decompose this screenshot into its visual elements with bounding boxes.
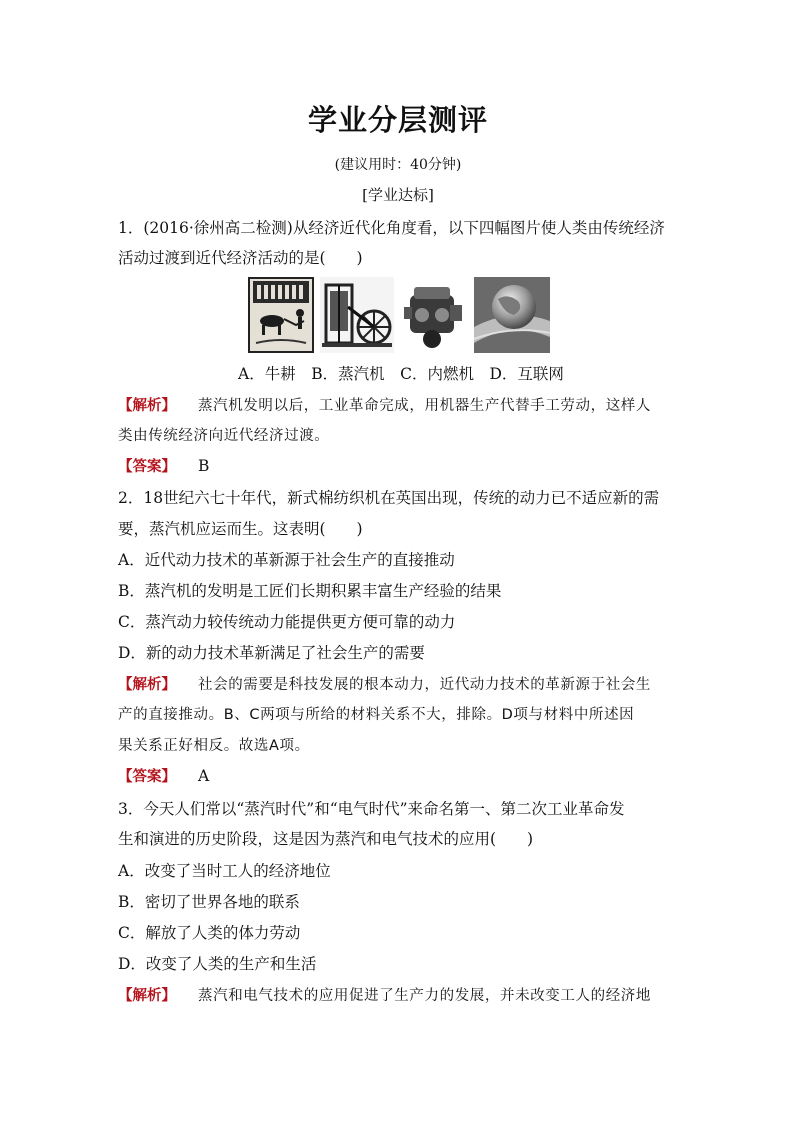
q3-stem-line2: 生和演进的历史阶段，这是因为蒸汽和电气技术的应用( ) [118,830,534,848]
q1-explanation-line2: 类由传统经济向近代经济过渡。 [118,428,330,444]
ox-plowing-image [248,277,314,353]
q3-option-c: C．解放了人类的体力劳动 [118,924,301,942]
q1-explanation-line1: 【解析】 蒸汽机发明以后，工业革命完成，用机器生产代替手工劳动，这样人 [118,398,651,414]
q1-stem-line1: 1．(2016·徐州高二检测)从经济近代化角度看，以下四幅图片使人类由传统经济 [118,219,665,237]
q3-explanation-line1: 【解析】 蒸汽和电气技术的应用促进了生产力的发展，并未改变工人的经济地 [118,988,651,1004]
q2-option-c: C．蒸汽动力较传统动力能提供更方便可靠的动力 [118,613,456,631]
q1-image-captions: A．牛耕 B．蒸汽机 C．内燃机 D．互联网 [238,365,564,383]
q2-option-a: A．近代动力技术的革新源于社会生产的直接推动 [118,551,455,569]
q2-explanation-line2: 产的直接推动。B、C两项与所给的材料关系不大，排除。D项与材料中所述因 [118,707,635,723]
section-heading: [学业达标] [362,186,434,204]
q2-explanation-line3: 果关系正好相反。故选A项。 [118,738,310,754]
explanation-tag: 【解析】 [118,988,176,1004]
answer-tag: 【答案】 [118,769,176,785]
q1-answer: 【答案】 B [118,457,210,475]
q1-stem-line2: 活动过渡到近代经济活动的是( ) [118,249,363,267]
page-title: 学业分层测评 [307,103,488,137]
q2-explanation-line1: 【解析】 社会的需要是科技发展的根本动力，近代动力技术的革新源于社会生 [118,677,651,693]
combustion-engine-image [400,277,468,353]
suggested-time: (建议用时：40分钟) [334,157,462,173]
steam-engine-image [320,277,394,353]
q2-option-d: D．新的动力技术革新满足了社会生产的需要 [118,644,425,662]
q3-option-b: B．密切了世界各地的联系 [118,893,300,911]
internet-image [474,277,550,353]
explanation-tag: 【解析】 [118,677,176,693]
q3-option-a: A．改变了当时工人的经济地位 [118,862,331,880]
q2-stem-line2: 要，蒸汽机应运而生。这表明( ) [118,520,363,538]
q3-option-d: D．改变了人类的生产和生活 [118,955,317,973]
q2-stem-line1: 2．18世纪六七十年代，新式棉纺织机在英国出现，传统的动力已不适应新的需 [118,489,660,507]
q1-image-strip [248,277,550,353]
q2-option-b: B．蒸汽机的发明是工匠们长期积累丰富生产经验的结果 [118,582,502,600]
q2-answer: 【答案】 A [118,767,210,785]
q3-stem-line1: 3．今天人们常以“蒸汽时代”和“电气时代”来命名第一、第二次工业革命发 [118,800,625,818]
explanation-tag: 【解析】 [118,398,176,414]
answer-tag: 【答案】 [118,459,176,475]
